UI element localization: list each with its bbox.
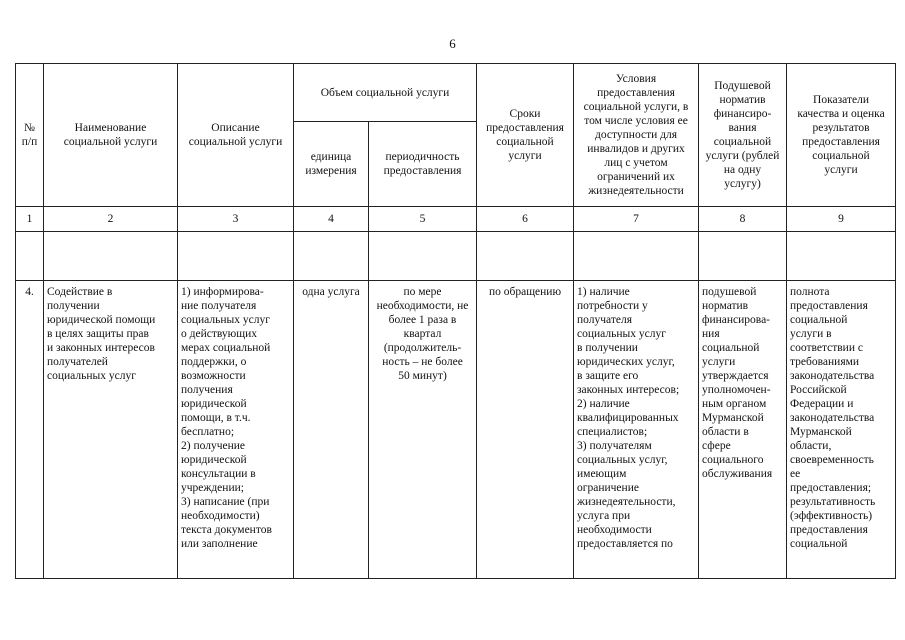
row-unit: одна услуга xyxy=(294,281,369,579)
row-terms: по обращению xyxy=(477,281,574,579)
blank-row xyxy=(16,232,896,281)
header-per-capita-norm: Подушевой норматив финансиро- вания социальной услуги (рублей на одну услугу) xyxy=(699,64,787,207)
header-conditions: Условия предоставления социальной услуги, в том числе условия ее доступности для инвалидов и других лиц с учетом ограничений их жизнедеятельности xyxy=(574,64,699,207)
column-number: 5 xyxy=(369,207,477,232)
column-number: 4 xyxy=(294,207,369,232)
row-per-capita-norm: подушевой норматив финансирова- ния социальной услуги утверждается уполномочен- ным органом Мурманской области в сфере социального обслуживания xyxy=(699,281,787,579)
row-quality-indicators: полнота предоставления социальной услуги в соответствии с требованиями законодательства Российской Федерации и законодательства Мурманской области, своевременность ее предоставления; результативность (эффективность) предоставления социальной xyxy=(787,281,896,579)
column-number: 8 xyxy=(699,207,787,232)
header-unit: единица измерения xyxy=(294,122,369,207)
header-volume-group: Объем социальной услуги xyxy=(294,64,477,122)
blank-cell xyxy=(787,232,896,281)
blank-cell xyxy=(574,232,699,281)
header-service-name: Наименование социальной услуги xyxy=(44,64,178,207)
blank-cell xyxy=(294,232,369,281)
header-description: Описание социальной услуги xyxy=(178,64,294,207)
column-numbers-row xyxy=(16,207,896,232)
header-number: № п/п xyxy=(16,64,44,207)
social-services-table xyxy=(15,63,896,579)
row-conditions: 1) наличие потребности у получателя социальных услуг в получении юридических услуг, в защите его законных интересов; 2) наличие квалифицированных специалистов; 3) получателям социальных услуг, имеющим ограничение жизнедеятельности, услуга при необходимости предоставляется по xyxy=(574,281,699,579)
column-number: 3 xyxy=(178,207,294,232)
blank-cell xyxy=(44,232,178,281)
blank-cell xyxy=(16,232,44,281)
row-number: 4. xyxy=(16,281,44,579)
blank-cell xyxy=(369,232,477,281)
column-number: 1 xyxy=(16,207,44,232)
row-periodicity: по мере необходимости, не более 1 раза в квартал (продолжитель- ность – не более 50 минут) xyxy=(369,281,477,579)
column-number: 9 xyxy=(787,207,896,232)
header-terms: Сроки предоставления социальной услуги xyxy=(477,64,574,207)
header-quality-indicators: Показатели качества и оценка результатов предоставления социальной услуги xyxy=(787,64,896,207)
row-description: 1) информирова- ние получателя социальных услуг о действующих мерах социальной поддержки, о возможности получения юридической помощи, в т.ч. бесплатно; 2) получение юридической консультации в учреждении; 3) написание (при необходимости) текста документов или заполнение xyxy=(178,281,294,579)
blank-cell xyxy=(178,232,294,281)
blank-cell xyxy=(477,232,574,281)
column-number: 6 xyxy=(477,207,574,232)
header-row-1 xyxy=(16,64,896,122)
column-number: 7 xyxy=(574,207,699,232)
header-periodicity: периодичность предоставления xyxy=(369,122,477,207)
blank-cell xyxy=(699,232,787,281)
table-row xyxy=(16,281,896,579)
page-number: 6 xyxy=(449,36,456,51)
row-service-name: Содействие в получении юридической помощи в целях защиты прав и законных интересов получателей социальных услуг xyxy=(44,281,178,579)
column-number: 2 xyxy=(44,207,178,232)
